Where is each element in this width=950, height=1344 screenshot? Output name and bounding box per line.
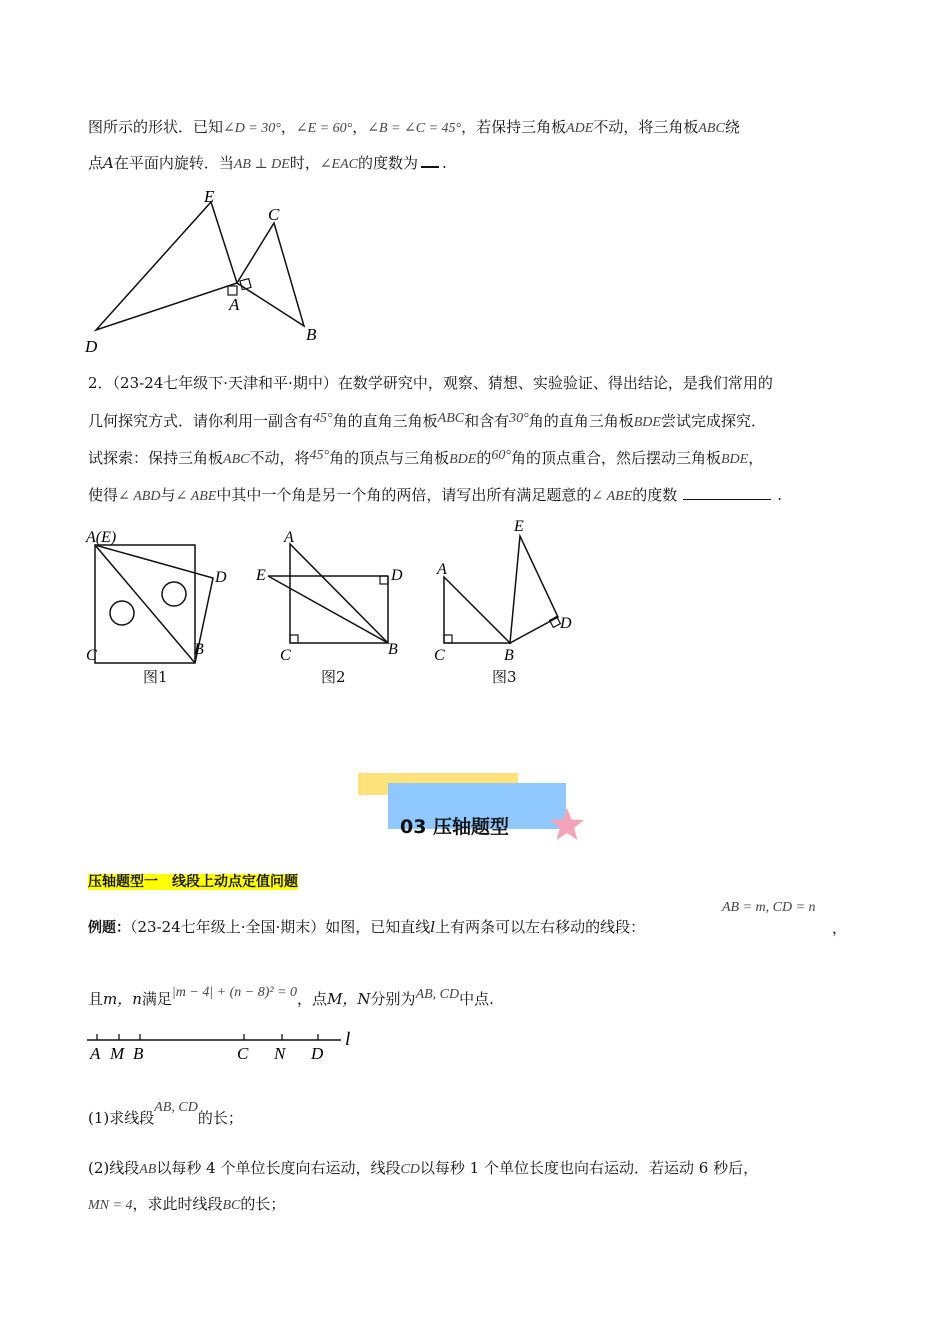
q2-line-2: 几何探究方式．请你利用一副含有45°角的直角三角板ABC和含有30°角的直角三角板BDE尝试完成探究． (88, 411, 766, 430)
nl-label-d: D (311, 1044, 324, 1063)
section-title: 03 压轴题型 (400, 816, 510, 838)
q2-figures (80, 520, 580, 690)
figure-2 (255, 529, 403, 664)
number-line (85, 1025, 375, 1070)
label-d: D (215, 569, 227, 586)
caption-fig3: 图3 (492, 668, 517, 686)
q1-line-2: 点A在平面内旋转．当AB ⊥ DE时，∠EAC的度数为 . (88, 154, 447, 172)
q2-line-1: 2．（23-24七年级下·天津和平·期中）在数学研究中，观察、猜想、实验验证、得出结论，是我们常用的 (88, 374, 773, 392)
label-c: C (280, 647, 291, 664)
star-icon (548, 806, 586, 844)
nl-label-b: B (133, 1044, 144, 1063)
label-a: A (437, 561, 447, 578)
hole-circle (162, 582, 186, 606)
q2-line-4: 使得∠ ABD与∠ ABE中其中一个角是另一个角的两倍，请写出所有满足题意的∠ ABE的度数 . (88, 486, 783, 504)
nl-label-c: C (237, 1044, 249, 1063)
figure-3 (434, 520, 572, 664)
hole-circle (110, 601, 134, 625)
label-e: E (514, 520, 524, 535)
label-d: D (391, 567, 403, 584)
label-ae: A(E) (86, 529, 117, 546)
part-2-line-2: MN = 4，求此时线段BC的长； (88, 1195, 286, 1213)
label-c: C (86, 647, 97, 664)
label-a: A (229, 295, 240, 314)
q1-figure (80, 180, 340, 360)
right-angle-mark (228, 286, 237, 295)
answer-blank[interactable] (421, 154, 439, 168)
label-e: E (256, 567, 266, 584)
triangle-abc (237, 223, 304, 326)
q1-line-1: 图所示的形状．已知∠D = 30°，∠E = 60°，∠B = ∠C = 45°，若保持三角板ADE不动，将三角板ABC绕 (88, 118, 740, 136)
label-c: C (434, 647, 445, 664)
label-d: D (85, 337, 98, 356)
label-d: D (560, 615, 572, 632)
figure-1 (85, 529, 227, 664)
subtype-heading: 压轴题型一 线段上动点定值问题 (88, 874, 298, 890)
label-b: B (194, 641, 204, 658)
example-line-1: 例题：（23-24七年级上·全国·期末）如图，已知直线l上有两条可以左右移动的线段： (88, 918, 646, 936)
q2-line-3: 试探索：保持三角板ABC不动，将45°角的顶点与三角板BDE的60°角的顶点重合，然后摆动三角板BDE， (88, 448, 764, 467)
label-a: A (284, 529, 294, 546)
caption-fig1: 图1 (143, 668, 168, 686)
label-b: B (504, 647, 514, 664)
part-1: (1)求线段AB, CD的长； (88, 1100, 243, 1127)
example-segments: AB = m, CD = n (722, 900, 816, 915)
answer-blank[interactable] (683, 485, 771, 500)
label-b: B (306, 325, 317, 344)
label-e: E (204, 187, 215, 206)
example-line-2: 且m，n满足|m − 4| + (n − 8)² = 0，点M，N分别为AB, CD中点. (88, 985, 494, 1008)
nl-label-a: A (90, 1044, 101, 1063)
part-2-line-1: (2)线段AB以每秒 4 个单位长度向右运动，线段CD以每秒 1 个单位长度也向右运动．若运动 6 秒后， (88, 1159, 759, 1177)
triangle-ade (96, 202, 237, 330)
nl-label-l: l (345, 1029, 351, 1050)
label-b: B (388, 641, 398, 658)
nl-label-m: M (110, 1044, 125, 1063)
example-comma: ， (832, 919, 848, 937)
nl-label-n: N (274, 1044, 286, 1063)
label-c: C (268, 205, 280, 224)
caption-fig2: 图2 (321, 668, 346, 686)
